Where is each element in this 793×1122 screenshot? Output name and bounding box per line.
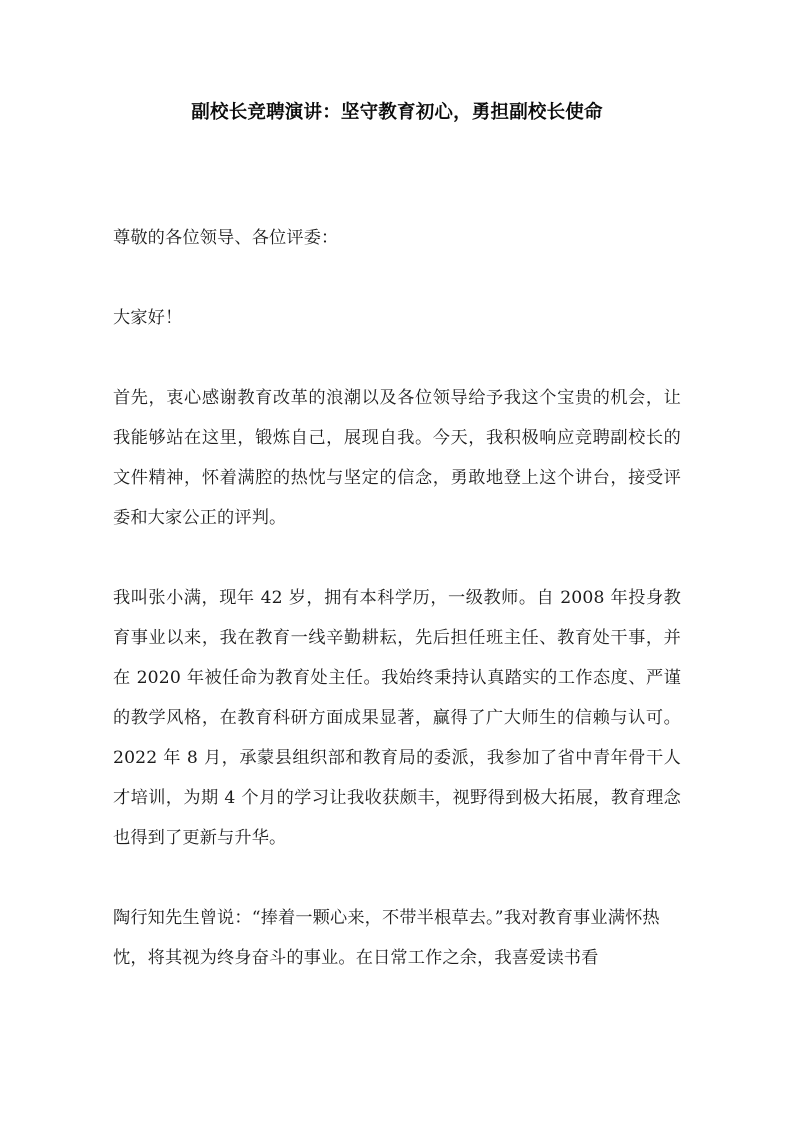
paragraph-salutation: 尊敬的各位领导、各位评委： xyxy=(113,228,339,248)
document-body xyxy=(113,0,681,1122)
paragraph-opening-thanks: 首先，衷心感谢教育改革的浪潮以及各位领导给予我这个宝贵的机会，让我能够站在这里，锻炼自己，展现自我。今天，我积极响应竞聘副校长的文件精神，怀着满腔的热忱与坚定的信念，勇敢地登上这个讲台，接受评委和大家公正的评判。 xyxy=(113,388,681,528)
paragraph-greeting: 大家好！ xyxy=(113,308,183,328)
page-title: 副校长竞聘演讲：坚守教育初心，勇担副校长使命 xyxy=(191,102,603,123)
paragraph-quotation-and-passion: 陶行知先生曾说：“捧着一颗心来，不带半根草去。”我对教育事业满怀热忱，将其视为终身奋斗的事业。在日常工作之余，我喜爱读书看 xyxy=(113,908,660,968)
paragraph-self-introduction: 我叫张小满，现年 42 岁，拥有本科学历，一级教师。自 2008 年投身教育事业以来，我在教育一线辛勤耕耘，先后担任班主任、教育处干事，并在 2020 年被任命为教育处主任。我始终秉持认真踏实的工作态度、严谨的教学风格，在教育科研方面成果显著，赢得了广大师生的信赖与认可。2022 年 8 月，承蒙县组织部和教育局的委派，我参加了省中青年骨干人才培训，为期 4 个月的学习让我收获颇丰，视野得到极大拓展，教育理念也得到了更新与升华。 xyxy=(113,588,681,848)
